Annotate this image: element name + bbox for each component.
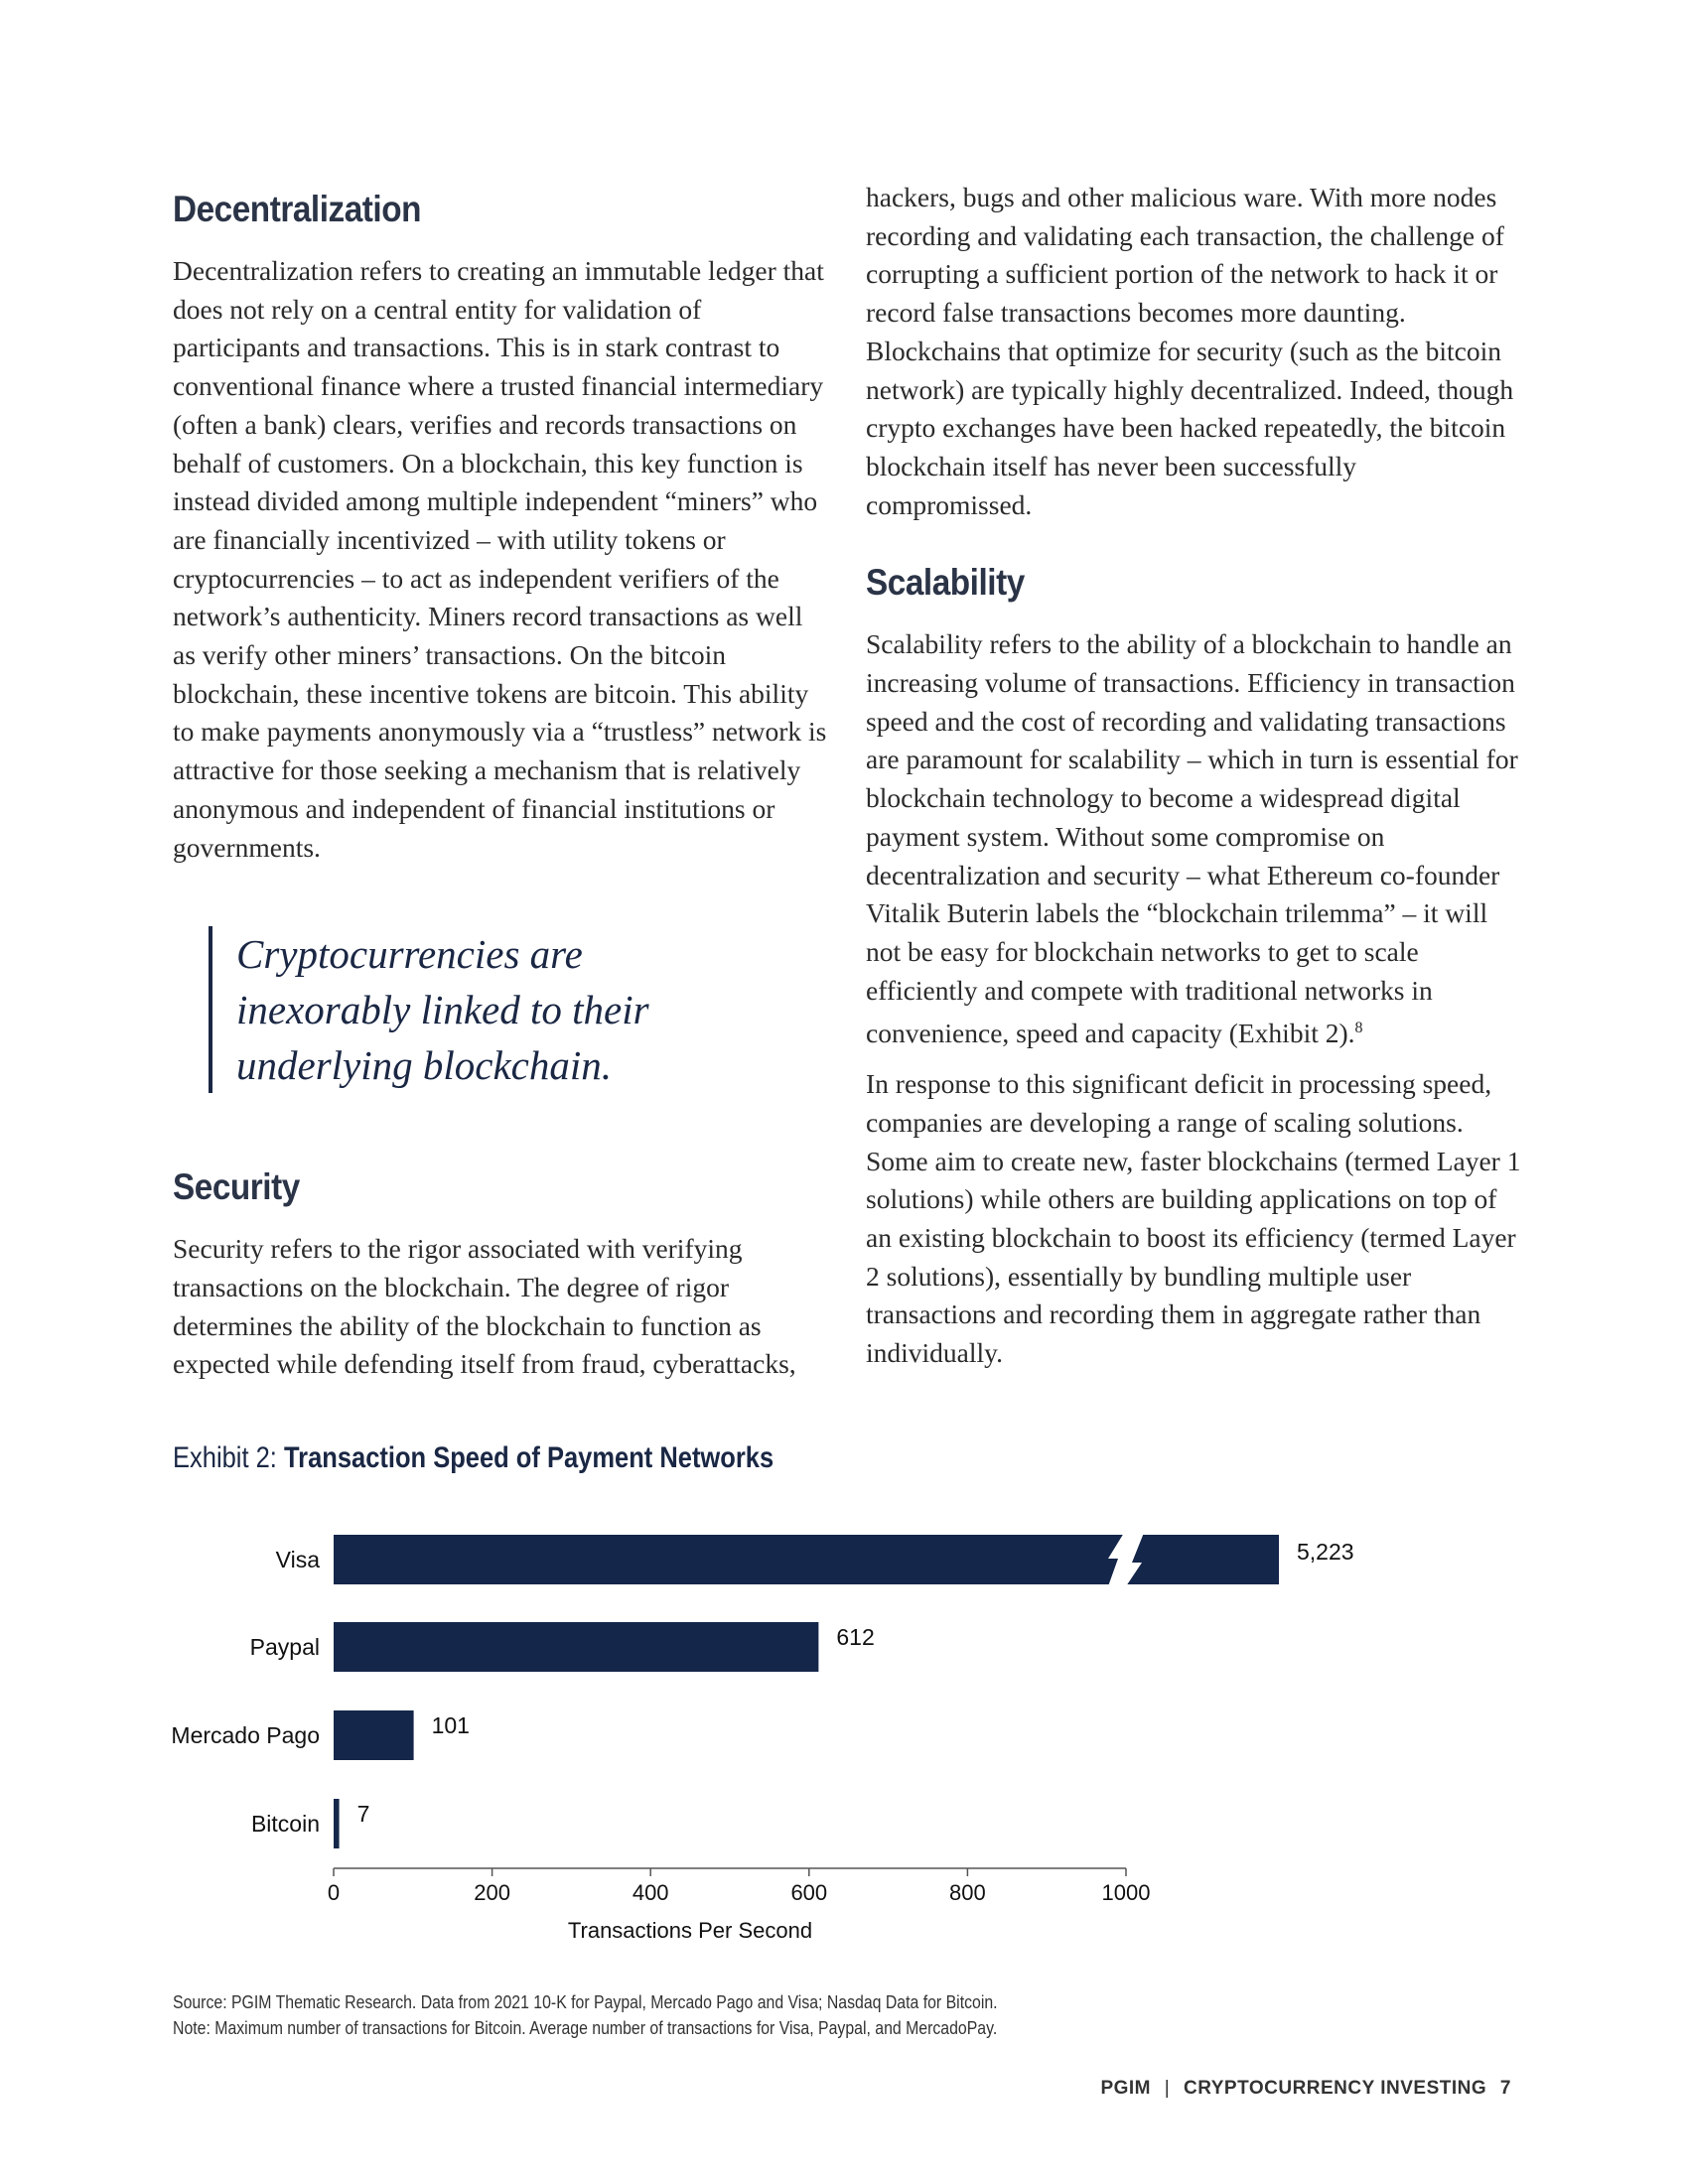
pull-quote-line: inexorably linked to their (236, 987, 649, 1033)
bar-paypal (334, 1622, 818, 1672)
page-number: 7 (1499, 2078, 1511, 2099)
right-column (866, 179, 1529, 1373)
footer-brand: PGIM (1100, 2078, 1151, 2099)
x-tick-label: 800 (949, 1880, 986, 1905)
methodology-note: Note: Maximum number of transactions for Bitcoin. Average number of transactions for Visa, Paypal, and MercadoPay. (173, 2018, 998, 2038)
x-tick-label: 600 (790, 1880, 828, 1905)
scalability-body-text: Scalability refers to the ability of a blockchain to handle an increasing volume of transactions. Efficiency in transaction speed and the cost of recording and validating transactions are paramount for scalability – which in turn is essential for blockchain technology to become a widespread digital payment system. Without some compromise on decentralization and security – what Ethereum co-founder Vitalik Buterin labels the “blockchain trilemma” – it will not be easy for blockchain networks to get to scale efficiently and compete with traditional networks in convenience, speed and capacity (Exhibit 2). (866, 628, 1518, 1049)
x-axis-title: Transactions Per Second (567, 1918, 813, 1943)
exhibit-title (173, 1441, 774, 1475)
value-label: 612 (836, 1624, 875, 1650)
security-body: Security refers to the rigor associated with verifying transactions on the blockchain. The degree of rigor determines the ability of the blockchain to function as expected while defending itself from fraud, cyberattacks, (173, 1233, 796, 1380)
pull-quote-line: Cryptocurrencies are (236, 931, 583, 978)
value-label: 5,223 (1297, 1539, 1354, 1565)
exhibit-label: Exhibit 2: (173, 1441, 277, 1474)
pull-quote-line: underlying blockchain. (236, 1042, 613, 1089)
footer-separator: | (1164, 2078, 1171, 2099)
category-label: Bitcoin (250, 1811, 320, 1837)
value-label: 101 (431, 1712, 470, 1738)
security-heading: Security (173, 1166, 300, 1208)
bar-mercado-pago (334, 1710, 414, 1760)
decentralization-body: Decentralization refers to creating an immutable ledger that does not rely on a central entity for validation of participants and transactions. This is in stark contrast to conventional finance where a trusted financial intermediary (often a bank) clears, verifies and records transactions on behalf of customers. On a blockchain, this key function is instead divided among multiple independent “miners” who are financially incentivized – with utility tokens or cryptocurrencies – to act as independent verifiers of the network’s authenticity. Miners record transactions as well as verify other miners’ transactions. On the bitcoin blockchain, these incentive tokens are bitcoin. This ability to make payments anonymously via a “trustless” network is attractive for those seeking a mechanism that is relatively anonymous and independent of financial institutions or governments. (173, 255, 827, 863)
decentralization-heading: Decentralization (173, 189, 422, 229)
x-tick-label: 1000 (1101, 1880, 1151, 1905)
source-note: Source: PGIM Thematic Research. Data from 2021 10-K for Paypal, Mercado Pago and Visa; Nasdaq Data for Bitcoin. (173, 1992, 998, 2012)
category-label: Visa (275, 1547, 320, 1572)
scalability-heading: Scalability (866, 562, 1025, 604)
x-tick-label: 400 (632, 1880, 669, 1905)
scalability-body (866, 625, 1529, 1053)
category-label: Mercado Pago (171, 1722, 320, 1748)
bar-bitcoin (334, 1799, 340, 1848)
scalability-body-2: In response to this significant deficit in processing speed, companies are developing a range of scaling solutions. Some aim to create new, faster blockchains (termed Layer 1 solutions) while others are building applications on top of an existing blockchain to boost its efficiency (termed Layer 2 solutions), essentially by bundling multiple user transactions and recording them in aggregate rather than individually. (866, 1068, 1521, 1369)
pull-quote (209, 926, 828, 1093)
transaction-speed-chart (149, 1519, 1390, 1976)
left-column (173, 189, 828, 1384)
category-label: Paypal (249, 1634, 320, 1660)
x-tick-label: 200 (474, 1880, 510, 1905)
exhibit-title-text: Transaction Speed of Payment Networks (283, 1441, 774, 1474)
footer-title: CRYPTOCURRENCY INVESTING (1184, 2078, 1487, 2099)
security-body-continued: hackers, bugs and other malicious ware. With more nodes recording and validating each transaction, the challenge of corrupting a sufficient portion of the network to hack it or record false transactions becomes more daunting. Blockchains that optimize for security (such as the bitcoin network) are typically highly decentralized. Indeed, though crypto exchanges have been hacked repeatedly, the bitcoin blockchain itself has never been successfully compromissed. (866, 182, 1514, 520)
footnote-marker: 8 (1354, 1020, 1363, 1037)
page-footer (1100, 2078, 1511, 2100)
x-tick-label: 0 (327, 1880, 341, 1905)
value-label: 7 (356, 1801, 370, 1827)
